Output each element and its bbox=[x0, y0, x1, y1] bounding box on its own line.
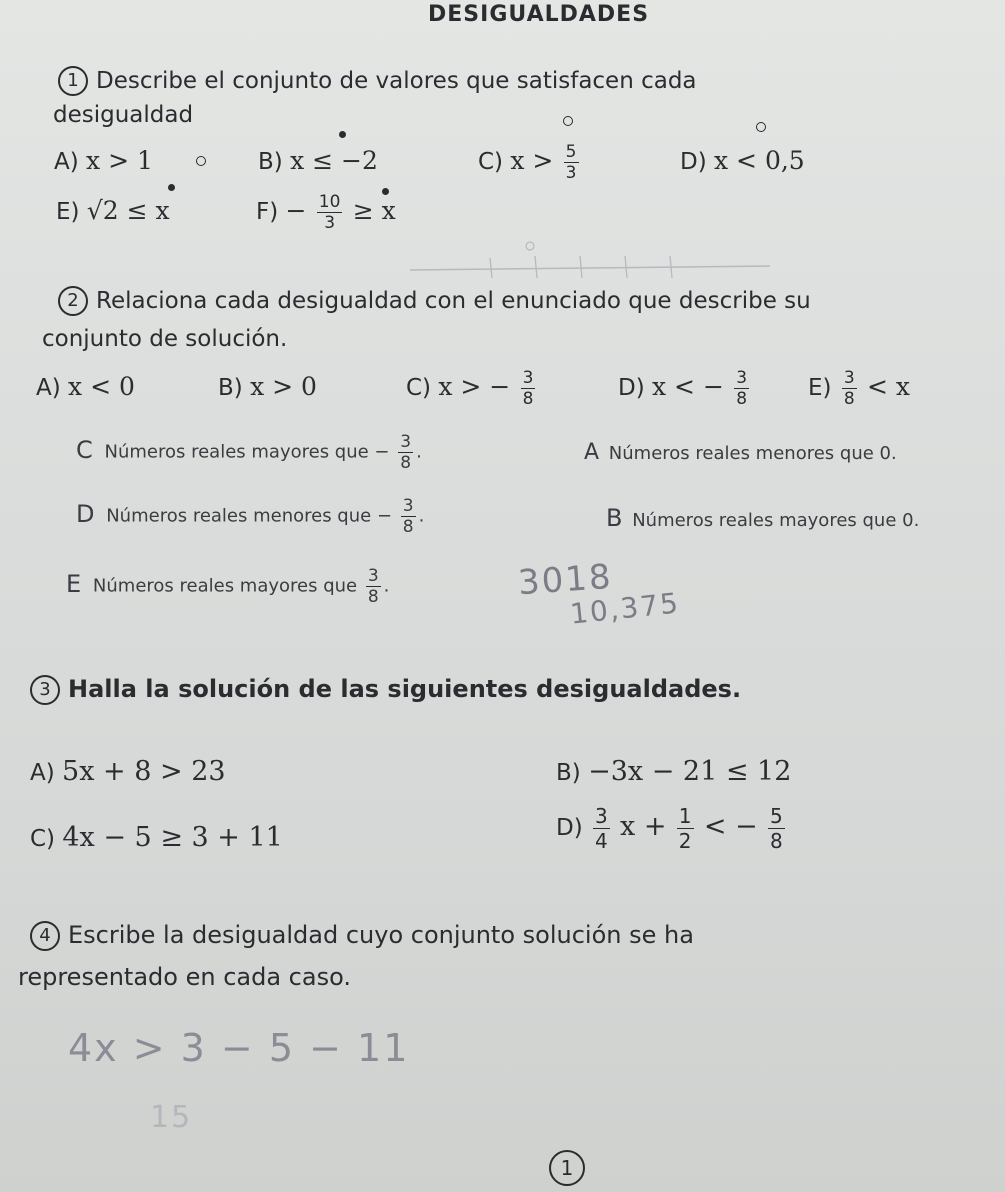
handwritten-answer-mark: A bbox=[584, 440, 600, 465]
item-expression: 4x − 5 ≥ 3 + 11 bbox=[62, 822, 283, 853]
frac-numerator: 5 bbox=[565, 142, 577, 162]
exercise-2c bbox=[406, 368, 538, 409]
fraction bbox=[564, 142, 579, 183]
statement-end: . bbox=[416, 441, 422, 463]
section-number: 1 bbox=[58, 66, 88, 96]
item-expression: x < 0,5 bbox=[714, 146, 805, 175]
section-1-text-1: Describe el conjunto de valores que satisfacen cada bbox=[96, 68, 697, 94]
statement-5 bbox=[66, 566, 389, 607]
statement-2 bbox=[584, 440, 897, 465]
item-label: F) bbox=[256, 199, 279, 225]
item-expression: √2 ≤ x bbox=[86, 196, 170, 225]
section-2-heading bbox=[58, 284, 811, 318]
item-label: D) bbox=[618, 375, 645, 401]
frac-denominator: 4 bbox=[595, 829, 608, 853]
closed-dot-mark bbox=[382, 188, 389, 195]
exercise-2d bbox=[618, 368, 752, 409]
exercise-3b bbox=[556, 756, 791, 787]
statement-text: Números reales mayores que 0. bbox=[632, 510, 920, 531]
fraction bbox=[366, 566, 381, 607]
statement-text: Números reales menores que 0. bbox=[608, 443, 897, 464]
exercise-1e bbox=[56, 196, 170, 225]
frac-numerator: 3 bbox=[400, 432, 412, 452]
frac-denominator: 8 bbox=[522, 389, 534, 409]
item-expression: x > 1 bbox=[86, 146, 153, 175]
fraction bbox=[768, 804, 785, 853]
item-label: E) bbox=[56, 199, 80, 225]
fraction bbox=[842, 368, 857, 409]
section-2-text-1: Relaciona cada desigualdad con el enunciado que describe su bbox=[96, 288, 811, 314]
fraction bbox=[734, 368, 749, 409]
frac-denominator: 8 bbox=[400, 453, 412, 473]
frac-denominator: 3 bbox=[565, 163, 577, 183]
handwritten-note-1: 3018 bbox=[516, 556, 614, 604]
item-expression: x > − bbox=[438, 372, 511, 401]
item-expression: x < − bbox=[652, 372, 724, 401]
page-title: DESIGUALDADES bbox=[428, 2, 650, 27]
exercise-1f bbox=[256, 192, 396, 233]
frac-numerator: 3 bbox=[367, 566, 379, 586]
item-expression: −3x − 21 ≤ 12 bbox=[588, 756, 792, 787]
item-label: C) bbox=[406, 375, 432, 401]
frac-denominator: 2 bbox=[678, 829, 692, 853]
item-label: A) bbox=[30, 760, 55, 786]
exercise-3a bbox=[30, 756, 226, 787]
statement-3 bbox=[76, 496, 424, 537]
item-label: B) bbox=[218, 375, 243, 401]
item-label: C) bbox=[30, 826, 56, 852]
frac-numerator: 3 bbox=[595, 804, 608, 828]
section-4-heading bbox=[30, 918, 694, 952]
exercise-1c bbox=[478, 142, 582, 183]
handwritten-answer-mark: C bbox=[76, 435, 93, 464]
statement-1 bbox=[76, 432, 422, 473]
frac-numerator: 3 bbox=[736, 368, 748, 388]
exercise-2b bbox=[218, 372, 317, 401]
handwritten-note-2: 10,375 bbox=[568, 586, 682, 631]
statement-text: Números reales mayores que − bbox=[104, 441, 390, 463]
exercise-1b bbox=[258, 146, 378, 175]
exercise-2e bbox=[808, 368, 910, 409]
exercise-3c bbox=[30, 822, 283, 853]
statement-4 bbox=[606, 504, 919, 532]
fraction bbox=[401, 496, 416, 537]
item-label: D) bbox=[556, 815, 583, 841]
open-circle-mark bbox=[196, 156, 206, 166]
statement-text: Números reales menores que − bbox=[106, 505, 393, 527]
section-4-text-1: Escribe la desigualdad cuyo conjunto solución se ha bbox=[68, 921, 694, 949]
item-expression: < − bbox=[703, 811, 758, 842]
item-label: B) bbox=[556, 760, 581, 786]
section-number: 4 bbox=[30, 921, 60, 951]
item-expression: x > 0 bbox=[250, 372, 317, 401]
handwritten-answer-mark: E bbox=[66, 569, 82, 598]
item-sign: − bbox=[285, 196, 307, 225]
frac-numerator: 5 bbox=[770, 804, 783, 828]
statement-end: . bbox=[418, 505, 425, 527]
frac-numerator: 3 bbox=[402, 496, 414, 516]
item-expression: x > bbox=[510, 146, 554, 175]
handwritten-inequality: 4x > 3 − 5 − 11 bbox=[68, 1026, 410, 1070]
section-number: 3 bbox=[30, 675, 60, 705]
frac-numerator: 1 bbox=[678, 804, 692, 828]
section-number: 2 bbox=[58, 286, 88, 316]
statement-text: Números reales mayores que bbox=[92, 575, 358, 597]
item-expression: x < 0 bbox=[68, 372, 135, 401]
fraction bbox=[521, 368, 536, 409]
handwritten-answer-mark: D bbox=[76, 499, 95, 528]
exercise-3d bbox=[556, 804, 788, 853]
closed-dot-mark bbox=[339, 131, 346, 138]
frac-denominator: 8 bbox=[736, 389, 748, 409]
closed-dot-mark bbox=[168, 184, 175, 191]
exercise-1a bbox=[54, 146, 153, 175]
item-expression: ≥ x bbox=[352, 196, 396, 225]
section-3-text: Halla la solución de las siguientes desigualdades. bbox=[68, 675, 742, 703]
statement-end: . bbox=[383, 575, 390, 597]
item-label: E) bbox=[808, 375, 832, 401]
frac-denominator: 8 bbox=[843, 389, 855, 409]
open-circle-mark bbox=[756, 122, 766, 132]
open-circle-mark bbox=[563, 116, 573, 126]
frac-numerator: 3 bbox=[843, 368, 855, 388]
item-expression: x ≤ −2 bbox=[290, 146, 378, 175]
frac-denominator: 8 bbox=[367, 587, 379, 607]
fraction bbox=[317, 192, 343, 233]
exercise-1d bbox=[680, 146, 805, 175]
item-label: A) bbox=[54, 149, 79, 175]
fraction bbox=[593, 804, 610, 853]
item-expression: x + bbox=[620, 811, 667, 842]
frac-denominator: 8 bbox=[770, 829, 783, 853]
faint-number-line-sketch bbox=[400, 240, 780, 290]
frac-numerator: 3 bbox=[522, 368, 534, 388]
section-3-heading bbox=[30, 672, 741, 706]
section-4-text-2: representado en cada caso. bbox=[18, 963, 351, 991]
frac-denominator: 8 bbox=[402, 517, 414, 537]
item-label: A) bbox=[36, 375, 61, 401]
item-label: B) bbox=[258, 149, 283, 175]
exercise-2a bbox=[36, 372, 135, 401]
fraction bbox=[398, 432, 413, 473]
page-number: 1 bbox=[549, 1150, 585, 1186]
handwritten-answer-mark: B bbox=[606, 504, 623, 532]
section-1-text-2: desigualdad bbox=[53, 102, 194, 128]
item-label: C) bbox=[478, 149, 504, 175]
item-expression: < x bbox=[866, 372, 910, 401]
section-2-text-2: conjunto de solución. bbox=[42, 326, 288, 352]
frac-numerator: 10 bbox=[318, 192, 341, 212]
frac-denominator: 3 bbox=[324, 213, 336, 233]
section-1-heading bbox=[58, 64, 697, 98]
fraction bbox=[677, 804, 694, 853]
handwritten-faint-note: 15 bbox=[150, 1100, 193, 1135]
item-expression: 5x + 8 > 23 bbox=[62, 756, 226, 787]
item-label: D) bbox=[680, 149, 707, 175]
